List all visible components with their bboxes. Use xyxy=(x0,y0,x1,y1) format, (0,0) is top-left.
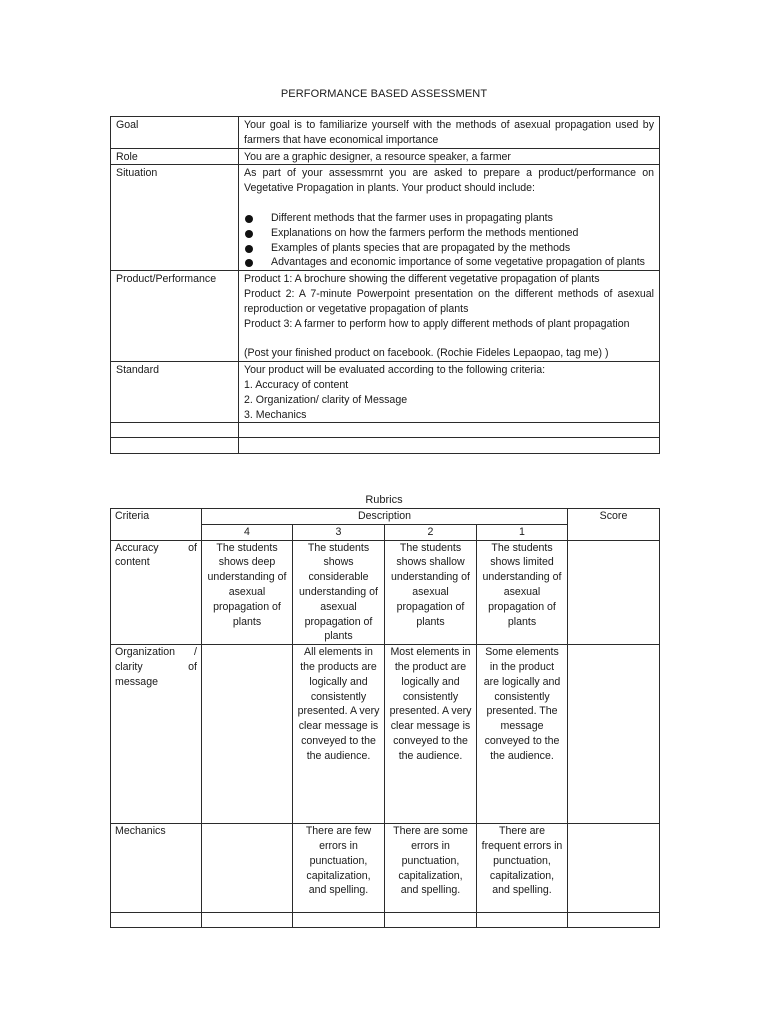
role-row xyxy=(111,148,660,165)
rubric-header-row xyxy=(111,509,660,525)
situation-row xyxy=(111,165,660,271)
criteria-header: Criteria xyxy=(111,509,202,541)
rubric-cell: The students shows shallow understanding of asexual propagation of plants xyxy=(385,540,477,645)
level-3-header: 3 xyxy=(293,524,385,540)
rubric-row-organization xyxy=(111,645,660,824)
empty-row xyxy=(111,438,660,454)
role-text: You are a graphic designer, a resource speaker, a farmer xyxy=(239,148,660,165)
empty-row xyxy=(111,423,660,438)
bullet-item: Examples of plants species that are propagated by the methods xyxy=(244,241,654,256)
rubric-cell: The students shows deep understanding of asexual propagation of plants xyxy=(202,540,293,645)
rubric-cell xyxy=(202,645,293,824)
rubric-cell xyxy=(202,824,293,913)
situation-bullet-list xyxy=(244,211,654,270)
criterion-cell: Mechanics xyxy=(111,824,202,913)
bullet-icon xyxy=(245,215,253,223)
role-label: Role xyxy=(111,148,239,165)
rubric-cell: Most elements in the product are logically and consistently presented. A very clear message is conveyed to the the audience. xyxy=(385,645,477,824)
product-2: Product 2: A 7-minute Powerpoint presentation on the different methods of asexual reproduction or vegetative propagation of plants xyxy=(244,287,654,315)
standard-label: Standard xyxy=(111,362,239,423)
goal-label: Goal xyxy=(111,117,239,149)
standard-row xyxy=(111,362,660,423)
rubric-cell: All elements in the products are logically and consistently presented. A very clear message is conveyed to the the audience. xyxy=(293,645,385,824)
level-1-header: 1 xyxy=(477,524,568,540)
goal-row xyxy=(111,117,660,149)
rubric-cell: The students shows limited understanding of asexual propagation of plants xyxy=(477,540,568,645)
rubric-cell: Some elements in the product are logically and consistently presented. The message conveyed to the the audience. xyxy=(477,645,568,824)
rubric-cell: There are few errors in punctuation, capitalization, and spelling. xyxy=(293,824,385,913)
bullet-item: Advantages and economic importance of some vegetative propagation of plants xyxy=(244,255,654,270)
situation-intro: As part of your assessmrnt you are asked to prepare a product/performance on Vegetative Propagation in plants. Your product should include: xyxy=(244,167,654,195)
score-header: Score xyxy=(568,509,660,541)
bullet-item: Explanations on how the farmers perform the methods mentioned xyxy=(244,226,654,241)
empty-row xyxy=(111,913,660,928)
rubrics-caption: Rubrics xyxy=(365,494,403,506)
rubric-row-mechanics xyxy=(111,824,660,913)
criterion-item: 2. Organization/ clarity of Message xyxy=(244,393,408,406)
level-2-header: 2 xyxy=(385,524,477,540)
rubric-cell: There are frequent errors in punctuation, capitalization, and spelling. xyxy=(477,824,568,913)
product-1: Product 1: A brochure showing the different vegetative propagation of plants xyxy=(244,273,600,286)
goal-text: Your goal is to familiarize yourself with the methods of asexual propagation used by farmers that have economical importance xyxy=(239,117,660,149)
situation-label: Situation xyxy=(111,165,239,271)
score-cell xyxy=(568,645,660,824)
description-header: Description xyxy=(202,509,568,525)
bullet-icon xyxy=(245,245,253,253)
standard-cell xyxy=(239,362,660,423)
rubrics-table xyxy=(110,508,660,928)
product-cell xyxy=(239,271,660,362)
level-4-header: 4 xyxy=(202,524,293,540)
bullet-icon xyxy=(245,230,253,238)
rubric-cell: The students shows considerable understanding of asexual propagation of plants xyxy=(293,540,385,645)
criterion-cell: Organization / clarity of message xyxy=(111,645,202,824)
rubric-row-accuracy xyxy=(111,540,660,645)
bullet-icon xyxy=(245,259,253,267)
document-title: PERFORMANCE BASED ASSESSMENT xyxy=(280,88,488,100)
situation-cell xyxy=(239,165,660,271)
product-3: Product 3: A farmer to perform how to apply different methods of plant propagation xyxy=(244,317,630,330)
score-cell xyxy=(568,824,660,913)
grasps-table xyxy=(110,116,660,454)
criterion-item: 1. Accuracy of content xyxy=(244,378,349,391)
standard-intro: Your product will be evaluated according to the following criteria: xyxy=(244,364,546,377)
product-label: Product/Performance xyxy=(111,271,239,362)
criterion-item: 3. Mechanics xyxy=(244,408,307,421)
score-cell xyxy=(568,540,660,645)
product-row xyxy=(111,271,660,362)
bullet-item: Different methods that the farmer uses in propagating plants xyxy=(244,211,654,226)
rubric-cell: There are some errors in punctuation, capitalization, and spelling. xyxy=(385,824,477,913)
criterion-cell: Accuracy of content xyxy=(111,540,202,645)
product-note: (Post your finished product on facebook. (Rochie Fideles Lepaopao, tag me) ) xyxy=(244,347,609,360)
